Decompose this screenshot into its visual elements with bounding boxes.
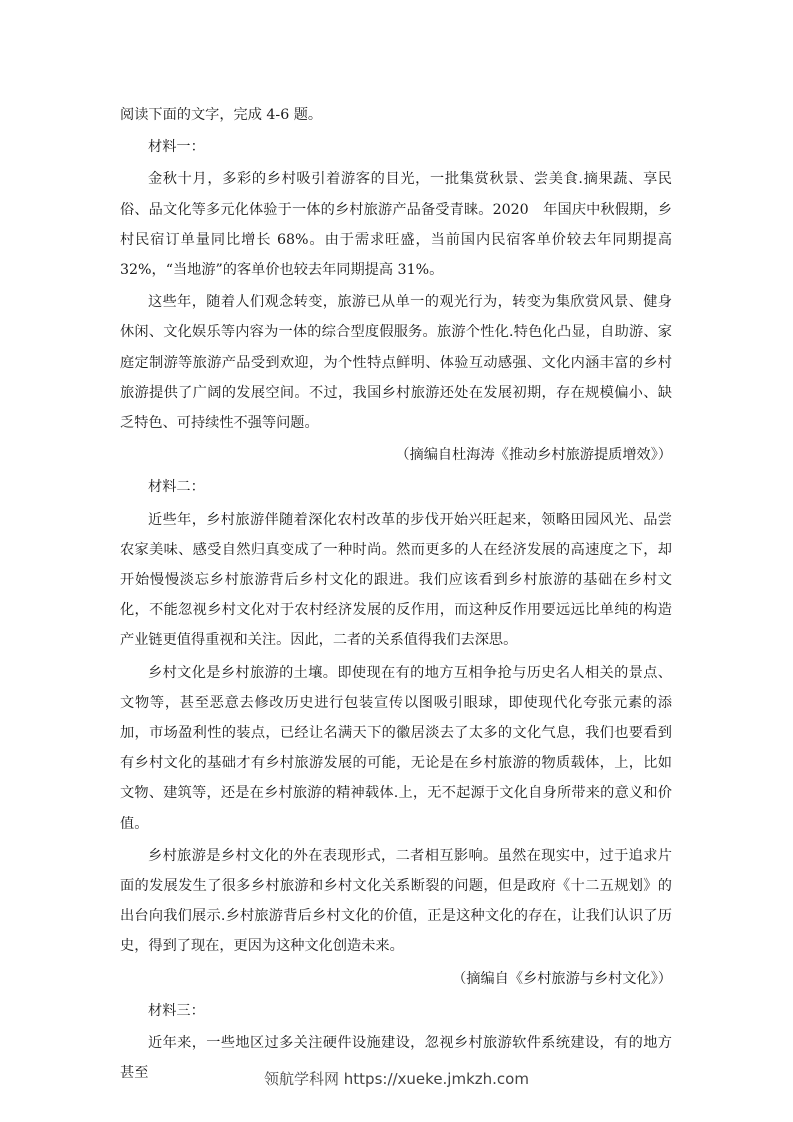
instruction-text: 阅读下面的文字，完成 4-6 题。	[120, 107, 323, 123]
material-1-paragraph-1: 金秋十月，多彩的乡村吸引着游客的目光，一批集赏秋景、尝美食.摘果蔬、享民俗、品文化等多元化体验于一体的乡村旅游产品备受青睐。2020 年国庆中秋假期，乡村民宿订单量同比增长 68%。由于需求旺盛，当前国内民宿客单价较去年同期提高 32%，“当地游”的客单价也较去年同期提高 31%。	[120, 171, 672, 279]
material-1-paragraph-2: 这些年，随着人们观念转变，旅游已从单一的观光行为，转变为集欣赏风景、健身休闲、文化娱乐等内容为一体的综合型度假服务。旅游个性化.特色化凸显，自助游、家庭定制游等旅游产品受到欢迎，为个性特点鲜明、体验互动感强、文化内涵丰富的乡村旅游提供了广阔的发展空间。不过，我国乡村旅游还处在发展初期，存在规模偏小、缺乏特色、可持续性不强等问题。	[120, 294, 672, 432]
material-1-source: （摘编自杜海涛《推动乡村旅游提质增效》）	[395, 447, 672, 464]
footer-watermark: 领航学科网 https://xueke.jmkzh.com	[264, 1070, 529, 1088]
document-page	[120, 100, 672, 1089]
material-2-paragraph-3: 乡村旅游是乡村文化的外在表现形式，二者相互影响。虽然在现实中，过于追求片面的发展发生了很多乡村旅游和乡村文化关系断裂的问题，但是政府《十二五规划》的出台向我们展示.乡村旅游背后乡村文化的价值，正是这种文化的存在，让我们认识了历史，得到了现在，更因为这种文化创造未来。	[120, 847, 672, 955]
material-2-heading: 材料二：	[148, 479, 205, 496]
material-1-heading: 材料一：	[148, 139, 205, 156]
material-2-source: （摘编自《乡村旅游与乡村文化》）	[452, 970, 672, 987]
material-3-paragraph-1: 近年来，一些地区过多关注硬件设施建设，忽视乡村旅游软件系统建设，有的地方甚至	[120, 1035, 672, 1082]
material-3-heading: 材料三：	[148, 1002, 205, 1019]
material-2-paragraph-1: 近些年，乡村旅游伴随着深化农村改革的步伐开始兴旺起来，领略田园风光、品尝农家美味、感受自然归真变成了一种时尚。然而更多的人在经济发展的高速度之下，却开始慢慢淡忘乡村旅游背后乡村文化的跟进。我们应该看到乡村旅游的基础在乡村文化，不能忽视乡村文化对于农村经济发展的反作用，而这种反作用要远远比单纯的构造产业链更值得重视和关注。因此，二者的关系值得我们去深思。	[120, 511, 672, 649]
material-2-paragraph-2: 乡村文化是乡村旅游的土壤。即使现在有的地方互相争抢与历史名人相关的景点、文物等，甚至恶意去修改历史进行包装宣传以图吸引眼球，即使现代化夸张元素的添加，市场盈利性的装点，已经让名满天下的徽居淡去了太多的文化气息，我们也要看到有乡村文化的基础才有乡村旅游发展的可能，无论是在乡村旅游的物质载体，上，比如文物、建筑等，还是在乡村旅游的精神载体.上，无不起源于文化自身所带来的意义和价值。	[120, 664, 672, 832]
